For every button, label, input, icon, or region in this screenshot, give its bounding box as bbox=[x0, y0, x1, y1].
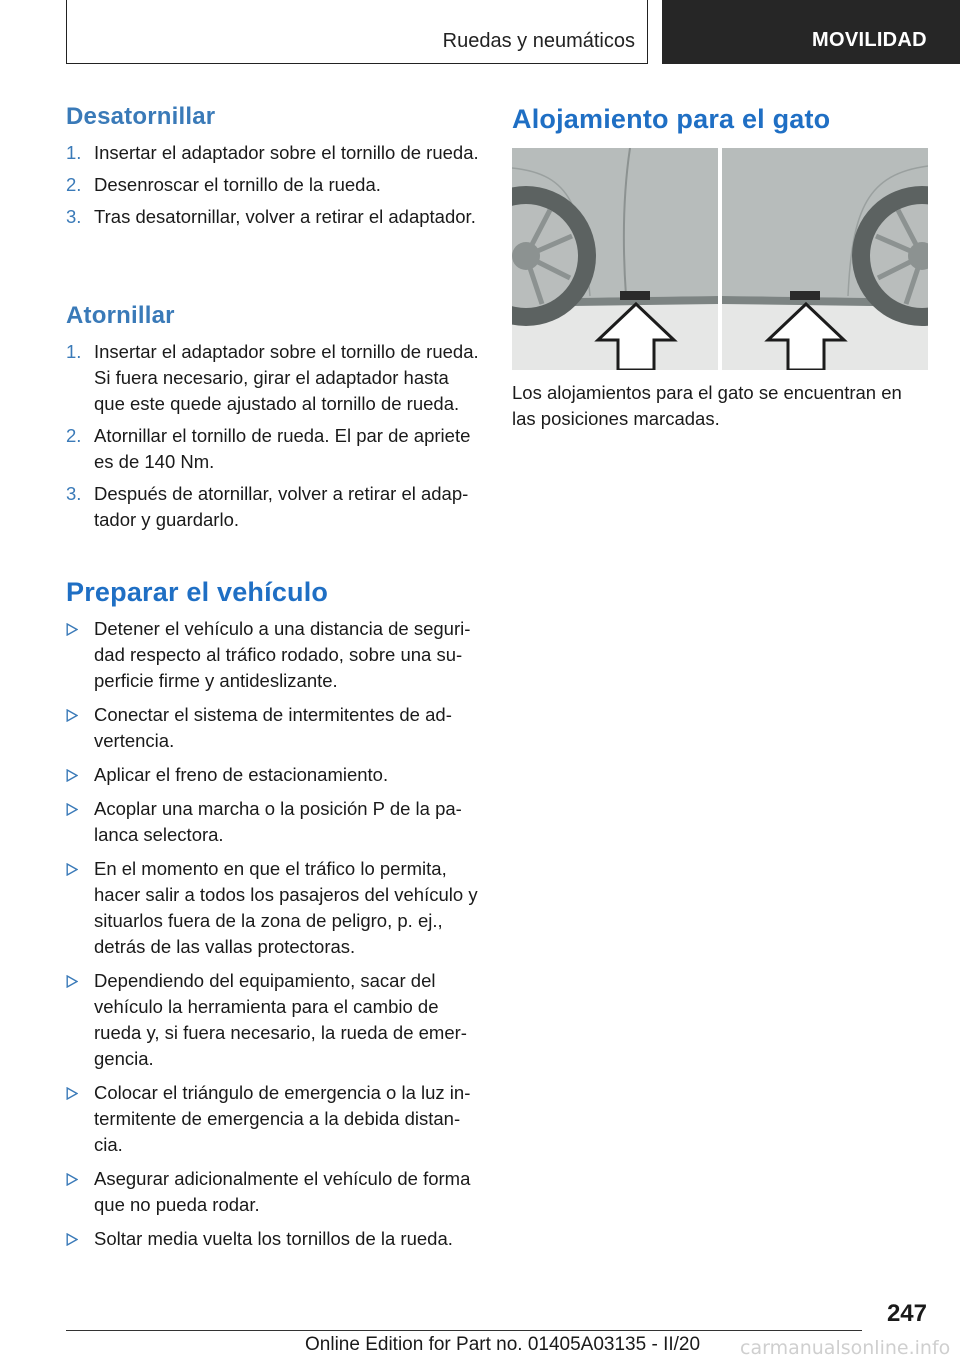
triangle-right-icon bbox=[66, 1087, 78, 1100]
step-text: Después de atornillar, volver a retirar el adaptador y guardarlo. bbox=[94, 483, 469, 530]
heading-atornillar: Atornillar bbox=[66, 302, 175, 329]
heading-preparar-vehiculo: Preparar el vehículo bbox=[66, 577, 329, 607]
bullet-item bbox=[66, 856, 480, 960]
bullet-text: Soltar media vuelta los tornillos de la rueda. bbox=[94, 1228, 453, 1249]
steps-desatornillar bbox=[66, 140, 480, 236]
running-header-section bbox=[66, 0, 648, 64]
step-item bbox=[66, 339, 480, 417]
step-text: Atornillar el tornillo de rueda. El par de apriete es de 140 Nm. bbox=[94, 425, 471, 472]
triangle-right-icon bbox=[66, 623, 78, 636]
section-title: Ruedas y neumáticos bbox=[442, 30, 635, 52]
step-text: Tras desatornillar, volver a retirar el adaptador. bbox=[94, 206, 476, 227]
triangle-right-icon bbox=[66, 1233, 78, 1246]
triangle-right-icon bbox=[66, 1173, 78, 1186]
bullet-text: En el momento en que el tráfico lo permita, hacer salir a todos los pasajeros del vehículo y situarlos fuera de la zona de peligro, p. ej., detrás de las vallas protectoras. bbox=[94, 858, 478, 957]
step-number: 2. bbox=[66, 174, 82, 195]
step-item bbox=[66, 172, 480, 198]
heading-alojamiento-gato: Alojamiento para el gato bbox=[512, 104, 831, 134]
bullet-item bbox=[66, 796, 480, 848]
jack-points-illustration bbox=[512, 148, 928, 370]
bullet-text: Conectar el sistema de intermitentes de advertencia. bbox=[94, 704, 452, 751]
page-number: 247 bbox=[886, 1300, 927, 1327]
watermark: carmanualsonline.info bbox=[740, 1337, 951, 1359]
footer-rule bbox=[66, 1330, 862, 1331]
heading-desatornillar: Desatornillar bbox=[66, 103, 216, 130]
bullet-item bbox=[66, 968, 480, 1072]
bullet-text: Dependiendo del equipamiento, sacar del vehículo la herramienta para el cambio de rueda y, si fuera necesario, la rueda de emergencia. bbox=[94, 970, 467, 1069]
step-item bbox=[66, 423, 480, 475]
triangle-right-icon bbox=[66, 863, 78, 876]
step-item bbox=[66, 204, 480, 230]
step-number: 3. bbox=[66, 206, 82, 227]
bullet-text: Detener el vehículo a una distancia de seguridad respecto al tráfico rodado, sobre una superficie firme y antideslizante. bbox=[94, 618, 471, 691]
chapter-title: MOVILIDAD bbox=[812, 29, 927, 51]
figure-panel-rear bbox=[722, 148, 928, 370]
bullet-text: Asegurar adicionalmente el vehículo de forma que no pueda rodar. bbox=[94, 1168, 471, 1215]
triangle-right-icon bbox=[66, 769, 78, 782]
bullet-text: Acoplar una marcha o la posición P de la palanca selectora. bbox=[94, 798, 462, 845]
bullet-text: Aplicar el freno de estacionamiento. bbox=[94, 764, 389, 785]
figure-caption: Los alojamientos para el gato se encuentran en las posiciones marcadas. bbox=[512, 382, 902, 429]
triangle-right-icon bbox=[66, 709, 78, 722]
triangle-right-icon bbox=[66, 803, 78, 816]
edition-note: Online Edition for Part no. 01405A03135 - II/20 bbox=[305, 1334, 701, 1355]
step-item bbox=[66, 140, 480, 166]
step-number: 2. bbox=[66, 425, 82, 446]
figure-panel-front bbox=[512, 148, 718, 370]
bullet-item bbox=[66, 1080, 480, 1158]
bullet-text: Colocar el triángulo de emergencia o la luz intermitente de emergencia a la debida distancia. bbox=[94, 1082, 471, 1155]
step-text: Insertar el adaptador sobre el tornillo de rueda. Si fuera necesario, girar el adaptador hasta que este quede ajustado al tornillo de rueda. bbox=[94, 341, 479, 414]
bullet-item bbox=[66, 1226, 480, 1252]
bullet-item bbox=[66, 1166, 480, 1218]
bullet-item bbox=[66, 762, 480, 788]
running-header-chapter bbox=[662, 0, 960, 64]
bullet-item bbox=[66, 702, 480, 754]
steps-atornillar bbox=[66, 339, 480, 539]
bullets-preparar bbox=[66, 616, 480, 1260]
step-number: 1. bbox=[66, 142, 82, 163]
bullet-item bbox=[66, 616, 480, 694]
triangle-right-icon bbox=[66, 975, 78, 988]
step-item bbox=[66, 481, 480, 533]
step-text: Desenroscar el tornillo de la rueda. bbox=[94, 174, 381, 195]
step-number: 3. bbox=[66, 483, 82, 504]
step-number: 1. bbox=[66, 341, 82, 362]
step-text: Insertar el adaptador sobre el tornillo de rueda. bbox=[94, 142, 479, 163]
